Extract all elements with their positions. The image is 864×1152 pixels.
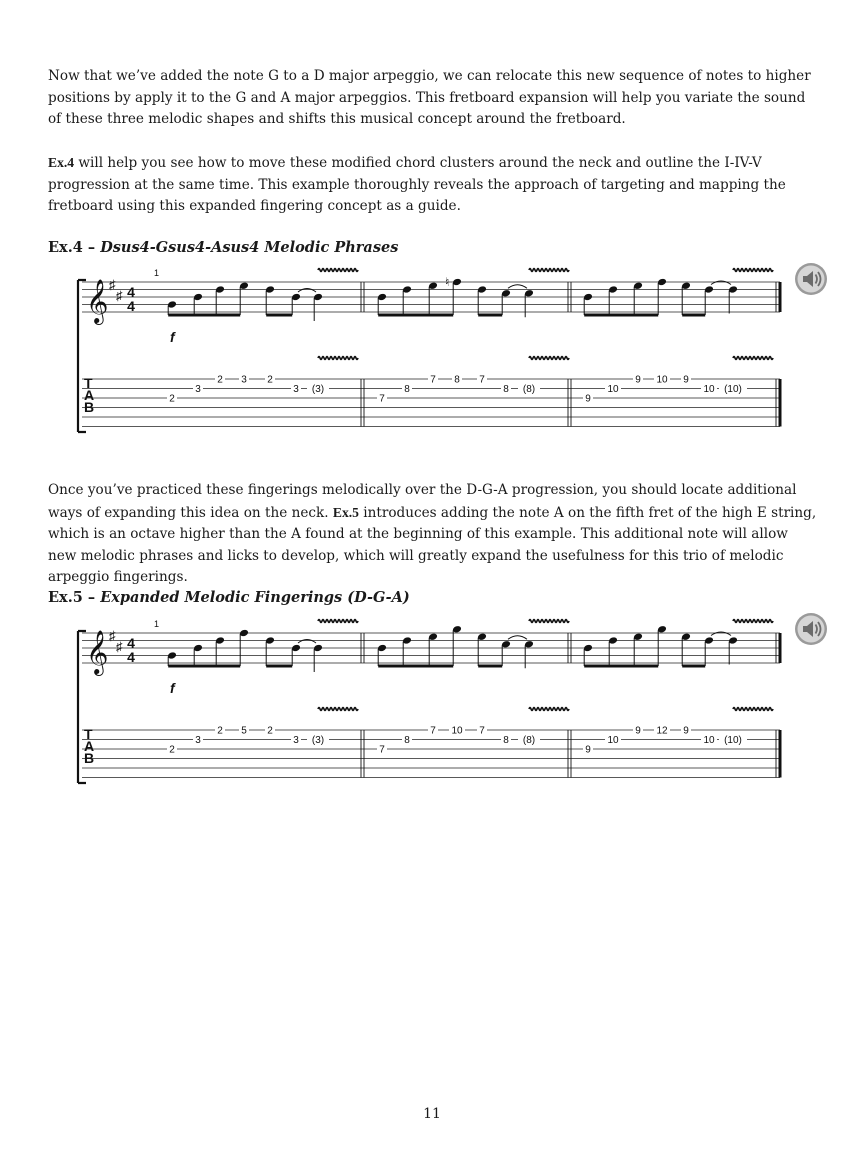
tie bbox=[298, 640, 316, 644]
tab-clef-letter: A bbox=[84, 387, 95, 403]
tab-fret-number: 8 bbox=[404, 735, 410, 747]
tab-fret-number: 10 bbox=[451, 725, 463, 737]
vibrato-mark bbox=[318, 269, 358, 272]
example-5-title: Expanded Melodic Fingerings (D-G-A) bbox=[100, 589, 410, 606]
tab-fret-number: 7 bbox=[379, 393, 385, 405]
key-sharp: ♯ bbox=[109, 628, 116, 643]
tab-fret-number: 9 bbox=[585, 393, 591, 405]
paragraph-2 bbox=[48, 152, 820, 218]
tab-fret-number: 8 bbox=[454, 374, 460, 386]
tab-fret-number: 3 bbox=[293, 735, 299, 747]
tab-clef-letter: T bbox=[84, 375, 93, 391]
tab-fret-number: 9 bbox=[585, 744, 591, 756]
paragraph-1 bbox=[48, 66, 820, 131]
treble-clef: 𝄞 bbox=[86, 281, 109, 323]
vibrato-mark bbox=[318, 357, 358, 360]
tab-fret-number: 3 bbox=[241, 374, 247, 386]
dynamic-marking: f bbox=[170, 329, 175, 345]
example-4-heading bbox=[48, 239, 398, 256]
tab-fret-number: (3) bbox=[311, 384, 325, 396]
time-signature-top: 4 bbox=[127, 284, 135, 300]
tab-fret-number: (8) bbox=[522, 384, 536, 396]
paragraph-3 bbox=[48, 480, 820, 589]
example-reference: Ex.4 bbox=[48, 155, 75, 170]
tab-fret-number: 2 bbox=[267, 374, 273, 386]
tab-fret-number: 10 bbox=[656, 374, 668, 386]
tab-fret-number: 3 bbox=[293, 384, 299, 396]
tab-fret-number: 10 bbox=[607, 384, 619, 396]
treble-clef: 𝄞 bbox=[86, 632, 109, 674]
example-4-title: Dsus4-Gsus4-Asus4 Melodic Phrases bbox=[100, 239, 399, 256]
tab-fret-number: 7 bbox=[430, 725, 436, 737]
tab-fret-number: 2 bbox=[217, 725, 223, 737]
vibrato-mark bbox=[318, 708, 358, 711]
example-5-label: Ex.5 – bbox=[48, 589, 101, 606]
tab-fret-number: 12 bbox=[656, 725, 668, 737]
example-4-score bbox=[72, 262, 792, 434]
tab-fret-number: 9 bbox=[683, 725, 689, 737]
tie bbox=[711, 281, 731, 285]
vibrato-mark bbox=[733, 620, 773, 623]
key-sharp: ♯ bbox=[116, 288, 123, 303]
tab-clef-letter: B bbox=[84, 399, 95, 415]
tab-clef-letter: A bbox=[84, 738, 95, 754]
tab-fret-number: 9 bbox=[635, 725, 641, 737]
tab-fret-number: 3 bbox=[195, 735, 201, 747]
example-5-heading bbox=[48, 589, 410, 606]
tab-fret-number: 8 bbox=[503, 735, 509, 747]
key-sharp: ♯ bbox=[109, 277, 116, 292]
tie bbox=[298, 289, 316, 293]
speaker-icon[interactable] bbox=[794, 262, 828, 296]
vibrato-mark bbox=[318, 620, 358, 623]
tab-fret-number: 7 bbox=[479, 374, 485, 386]
natural-sign: ♮ bbox=[445, 275, 450, 289]
vibrato-mark bbox=[733, 269, 773, 272]
paragraph-text: Once you’ve practiced these fingerings melodically over the D-G-A progression, you should locate additional ways of expanding this idea on the neck. bbox=[48, 482, 797, 521]
tab-fret-number: 3 bbox=[195, 384, 201, 396]
vibrato-mark bbox=[529, 708, 569, 711]
vibrato-mark bbox=[529, 269, 569, 272]
tab-fret-number: (3) bbox=[311, 735, 325, 747]
page-number: 11 bbox=[423, 1106, 441, 1122]
speaker-icon[interactable] bbox=[794, 612, 828, 646]
tab-fret-number: 7 bbox=[430, 374, 436, 386]
example-5-score bbox=[72, 613, 792, 785]
tab-fret-number: 10 bbox=[703, 735, 715, 747]
tab-fret-number: 2 bbox=[169, 744, 175, 756]
paragraph-text: introduces adding the note A on the fifth fret of the high E string, which is an octave higher than the A found at the beginning of this example. This additional note will allow new melodic phrases and licks to develop, which will greatly expand the usefulness for this trio of melodic arpeggio fingerings. bbox=[48, 504, 817, 585]
measure-number: 1 bbox=[154, 268, 160, 278]
tab-fret-number: 10 bbox=[607, 735, 619, 747]
example-4-label: Ex.4 – bbox=[48, 239, 101, 256]
tie bbox=[508, 285, 527, 289]
tie bbox=[711, 632, 731, 636]
tab-fret-number: 9 bbox=[683, 374, 689, 386]
tie bbox=[508, 636, 527, 640]
vibrato-mark bbox=[733, 357, 773, 360]
tab-fret-number: 10 bbox=[703, 384, 715, 396]
time-signature-bottom: 4 bbox=[127, 298, 135, 314]
tab-fret-number: 8 bbox=[503, 384, 509, 396]
time-signature-bottom: 4 bbox=[127, 649, 135, 665]
measure-number: 1 bbox=[154, 619, 160, 629]
tab-fret-number: 7 bbox=[379, 744, 385, 756]
tab-fret-number: 9 bbox=[635, 374, 641, 386]
tab-clef-letter: T bbox=[84, 726, 93, 742]
time-signature-top: 4 bbox=[127, 635, 135, 651]
vibrato-mark bbox=[733, 708, 773, 711]
paragraph-text: Now that we’ve added the note G to a D major arpeggio, we can relocate this new sequence of notes to higher positions by apply it to the G and A major arpeggios. This fretboard expansion will help you variate the sound of these three melodic shapes and shifts this musical concept around the fretboard. bbox=[48, 68, 811, 127]
tab-fret-number: 2 bbox=[169, 393, 175, 405]
tab-fret-number: 7 bbox=[479, 725, 485, 737]
tab-fret-number: 8 bbox=[404, 384, 410, 396]
key-sharp: ♯ bbox=[116, 639, 123, 654]
tab-fret-number: 2 bbox=[217, 374, 223, 386]
tab-fret-number: (8) bbox=[522, 735, 536, 747]
tab-clef-letter: B bbox=[84, 750, 95, 766]
tab-fret-number: 5 bbox=[241, 725, 247, 737]
tab-fret-number: (10) bbox=[724, 735, 742, 747]
paragraph-text: will help you see how to move these modified chord clusters around the neck and outline the I-IV-V progression at the same time. This example thoroughly reveals the approach of targeting and mapping the fretboard using this expanded fingering concept as a guide. bbox=[48, 155, 786, 214]
dynamic-marking: f bbox=[170, 680, 175, 696]
vibrato-mark bbox=[529, 357, 569, 360]
tab-fret-number: (10) bbox=[724, 384, 742, 396]
vibrato-mark bbox=[529, 620, 569, 623]
example-reference: Ex.5 bbox=[332, 504, 359, 520]
tab-fret-number: 2 bbox=[267, 725, 273, 737]
